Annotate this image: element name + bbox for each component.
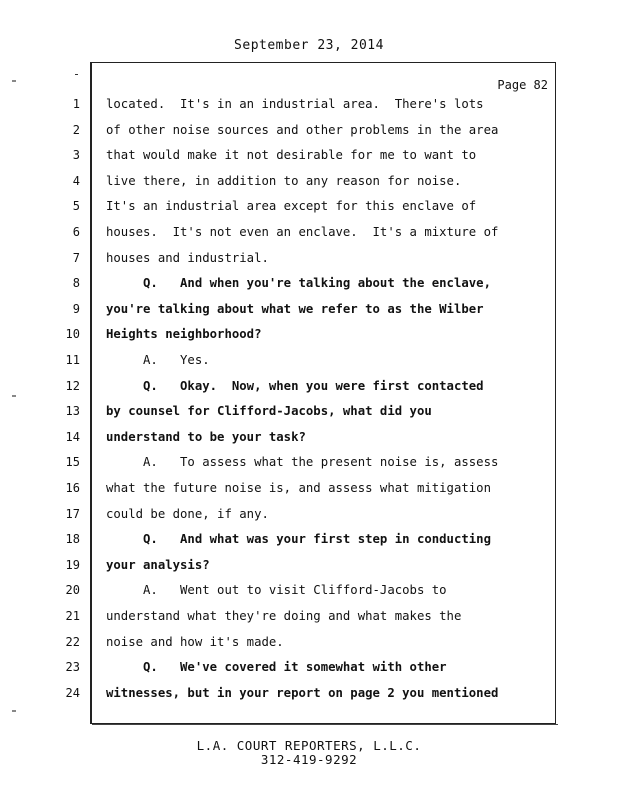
line-number: 16 (65, 481, 80, 495)
line-number: 9 (72, 301, 80, 316)
scan-mark (12, 80, 16, 82)
line-text: could be done, if any. (106, 506, 269, 521)
line-text: Q. Okay. Now, when you were first contacted (106, 378, 484, 393)
line-text: you're talking about what we refer to as the Wilber (106, 301, 484, 316)
line-text: A. Went out to visit Clifford-Jacobs to (106, 583, 447, 598)
line-text: your analysis? (106, 557, 210, 572)
transcript-line (0, 558, 618, 583)
line-number: 7 (72, 250, 80, 265)
line-text: that would make it not desirable for me to want to (106, 148, 477, 163)
line-number: 20 (65, 583, 80, 598)
page-number: Page 82 (497, 78, 548, 92)
transcript-line (0, 276, 618, 301)
transcript-line (0, 660, 618, 685)
line-text: what the future noise is, and assess what mitigation (106, 481, 491, 495)
line-text: A. To assess what the present noise is, assess (106, 455, 499, 470)
line-text: A. Yes. (106, 353, 210, 367)
transcript-line (0, 174, 618, 199)
line-text: Q. And when you're talking about the enclave, (106, 276, 491, 291)
footer-phone: 312-419-9292 (260, 752, 358, 767)
transcript-line (0, 327, 618, 352)
transcript-line (0, 455, 618, 480)
line-text: houses. It's not even an enclave. It's a mixture of (106, 225, 499, 239)
transcript-line (0, 379, 618, 404)
line-number: 14 (65, 429, 80, 444)
margin-tick (75, 74, 78, 75)
transcript-line (0, 123, 618, 148)
transcript-line (0, 686, 618, 711)
line-number: 22 (65, 634, 80, 649)
line-number: 2 (72, 122, 80, 137)
line-number: 3 (72, 148, 80, 163)
transcript-line (0, 225, 618, 250)
transcript-line (0, 507, 618, 532)
line-number: 6 (72, 225, 80, 239)
line-text: It's an industrial area except for this enclave of (106, 199, 477, 214)
line-text: live there, in addition to any reason for noise. (106, 173, 462, 188)
transcript-line (0, 583, 618, 608)
line-text: houses and industrial. (106, 250, 269, 265)
line-text: of other noise sources and other problems in the area (106, 122, 499, 137)
line-number: 15 (65, 455, 80, 470)
header-date: September 23, 2014 (234, 38, 384, 53)
transcript-line (0, 251, 618, 276)
transcript-line (0, 404, 618, 429)
transcript-line (0, 353, 618, 378)
line-number: 8 (72, 276, 80, 291)
line-number: 18 (65, 532, 80, 547)
line-number: 1 (72, 97, 80, 111)
line-number: 13 (65, 404, 80, 419)
transcript-line (0, 532, 618, 557)
line-number: 21 (65, 609, 80, 623)
line-number: 4 (72, 173, 80, 188)
footer-company: L.A. COURT REPORTERS, L.L.C. (196, 738, 422, 753)
line-text: located. It's in an industrial area. There's lots (106, 97, 484, 111)
line-number: 11 (65, 353, 80, 367)
line-number: 19 (65, 557, 80, 572)
line-text: by counsel for Clifford-Jacobs, what did you (106, 404, 432, 419)
line-number: 24 (65, 685, 80, 700)
transcript-line (0, 148, 618, 173)
frame-bottom-shadow (92, 724, 558, 728)
transcript-line (0, 430, 618, 455)
line-text: noise and how it's made. (106, 634, 284, 649)
line-number: 17 (65, 506, 80, 521)
line-text: Q. And what was your first step in conducting (106, 532, 491, 547)
transcript-line (0, 97, 618, 122)
transcript-line (0, 302, 618, 327)
transcript-line (0, 481, 618, 506)
line-text: witnesses, but in your report on page 2 you mentioned (106, 685, 499, 700)
line-text: Heights neighborhood? (106, 327, 262, 342)
line-number: 5 (72, 199, 80, 214)
line-text: understand to be your task? (106, 429, 306, 444)
transcript-line (0, 609, 618, 634)
transcript-line (0, 199, 618, 224)
line-number: 10 (65, 327, 80, 342)
line-number: 23 (65, 660, 80, 675)
transcript-line (0, 635, 618, 660)
line-text: Q. We've covered it somewhat with other (106, 660, 447, 675)
line-number: 12 (65, 378, 80, 393)
line-text: understand what they're doing and what makes the (106, 609, 462, 623)
